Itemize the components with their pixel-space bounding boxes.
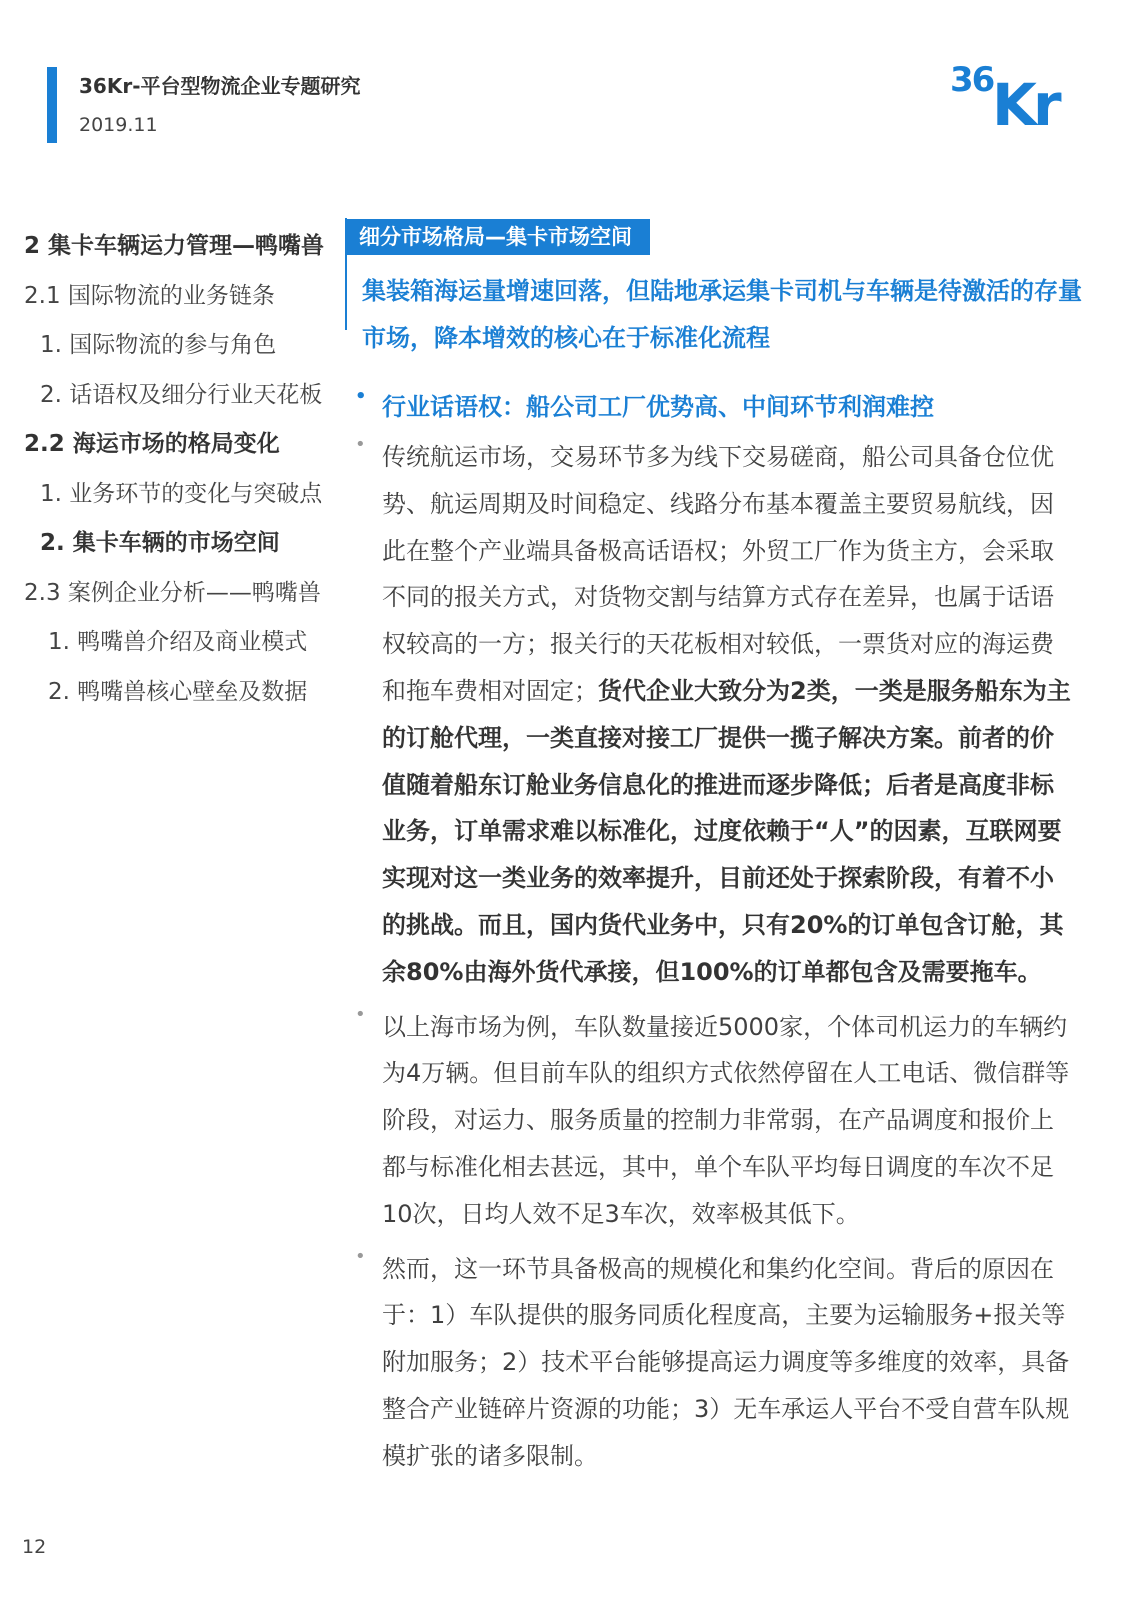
report-title: 36Kr-平台型物流企业专题研究 bbox=[79, 74, 361, 98]
toc-item: 1. 鸭嘴兽介绍及商业模式 bbox=[48, 629, 308, 655]
36kr-logo-icon bbox=[950, 58, 1068, 128]
content-bullets bbox=[355, 386, 1071, 1480]
paragraph-text: 然而，这一环节具备极高的规模化和集约化空间。背后的原因在于：1）车队提供的服务同质化程度高，主要为运输服务+报关等附加服务；2）技术平台能够提高运力调度等多维度的效率，具备整合产业链碎片资源的功能；3）无车承运人平台不受自营车队规模扩张的诸多限制。 bbox=[382, 1254, 1070, 1470]
table-of-contents bbox=[24, 228, 346, 723]
toc-item: 2.3 案例企业分析——鸭嘴兽 bbox=[24, 579, 321, 606]
bullet-heading bbox=[355, 386, 1071, 428]
section-headline: 集装箱海运量增速回落，但陆地承运集卡司机与车辆是待激活的存量市场，降本增效的核心在于标准化流程 bbox=[362, 277, 1082, 352]
bullet-dot-icon: • bbox=[355, 434, 366, 455]
toc-item: 2.1 国际物流的业务链条 bbox=[24, 282, 275, 309]
bullet-dot-icon: • bbox=[355, 386, 367, 407]
paragraph-text: 以上海市场为例，车队数量接近5000家，个体司机运力的车辆约为4万辆。但目前车队的组织方式依然停留在人工电话、微信群等阶段，对运力、服务质量的控制力非常弱，在产品调度和报价上都与标准化相去甚远，其中，单个车队平均每日调度的车次不足10次，日均人效不足3车次，效率极其低下。 bbox=[382, 1012, 1070, 1228]
bullet-dot-icon: • bbox=[355, 1003, 366, 1025]
toc-item: 2. 鸭嘴兽核心壁垒及数据 bbox=[48, 678, 308, 705]
toc-item: 2 集卡车辆运力管理—鸭嘴兽 bbox=[24, 233, 325, 259]
toc-item-current: 2. 集卡车辆的市场空间 bbox=[40, 530, 280, 556]
bullet-paragraph bbox=[355, 1004, 1071, 1238]
report-date: 2019.11 bbox=[79, 114, 158, 136]
header-accent-bar bbox=[47, 67, 57, 143]
paragraph-text bbox=[382, 434, 1071, 996]
bullet-heading-text: 行业话语权：船公司工厂优势高、中间环节利润难控 bbox=[382, 393, 934, 421]
section-label: 细分市场格局—集卡市场空间 bbox=[347, 219, 650, 255]
bullet-dot-icon: • bbox=[355, 1245, 366, 1267]
page-number: 12 bbox=[22, 1536, 47, 1558]
bullet-paragraph bbox=[355, 434, 1071, 996]
toc-item: 2. 话语权及细分行业天花板 bbox=[40, 381, 323, 408]
svg-text:Kr: Kr bbox=[992, 71, 1058, 128]
36kr-logo bbox=[950, 58, 1068, 128]
paragraph-bold-text: 货代企业大致分为2类，一类是服务船东为主的订舱代理，一类直接对接工厂提供一揽子解决方案。前者的价值随着船东订舱业务信息化的推进而逐步降低；后者是高度非标业务，订单需求难以标准化，过度依赖于“人”的因素，互联网要实现对这一类业务的效率提升，目前还处于探索阶段，有着不小的挑战。而且，国内货代业务中，只有20%的订单包含订舱，其余80%由海外货代承接，但100%的订单都包含及需要拖车。 bbox=[382, 676, 1071, 986]
svg-text:36: 36 bbox=[950, 60, 994, 100]
toc-item: 1. 业务环节的变化与突破点 bbox=[40, 480, 323, 507]
toc-item: 1. 国际物流的参与角色 bbox=[40, 332, 277, 358]
toc-item: 2.2 海运市场的格局变化 bbox=[24, 431, 280, 457]
paragraph-normal-text: 传统航运市场，交易环节多为线下交易磋商，船公司具备仓位优势、航运周期及时间稳定、线路分布基本覆盖主要贸易航线，因此在整个产业端具备极高话语权；外贸工厂作为货主方，会采取不同的报关方式，对货物交割与结算方式存在差异，也属于话语权较高的一方；报关行的天花板相对较低，一票货对应的海运费和拖车费相对固定； bbox=[382, 443, 1054, 705]
bullet-paragraph bbox=[355, 1246, 1071, 1480]
